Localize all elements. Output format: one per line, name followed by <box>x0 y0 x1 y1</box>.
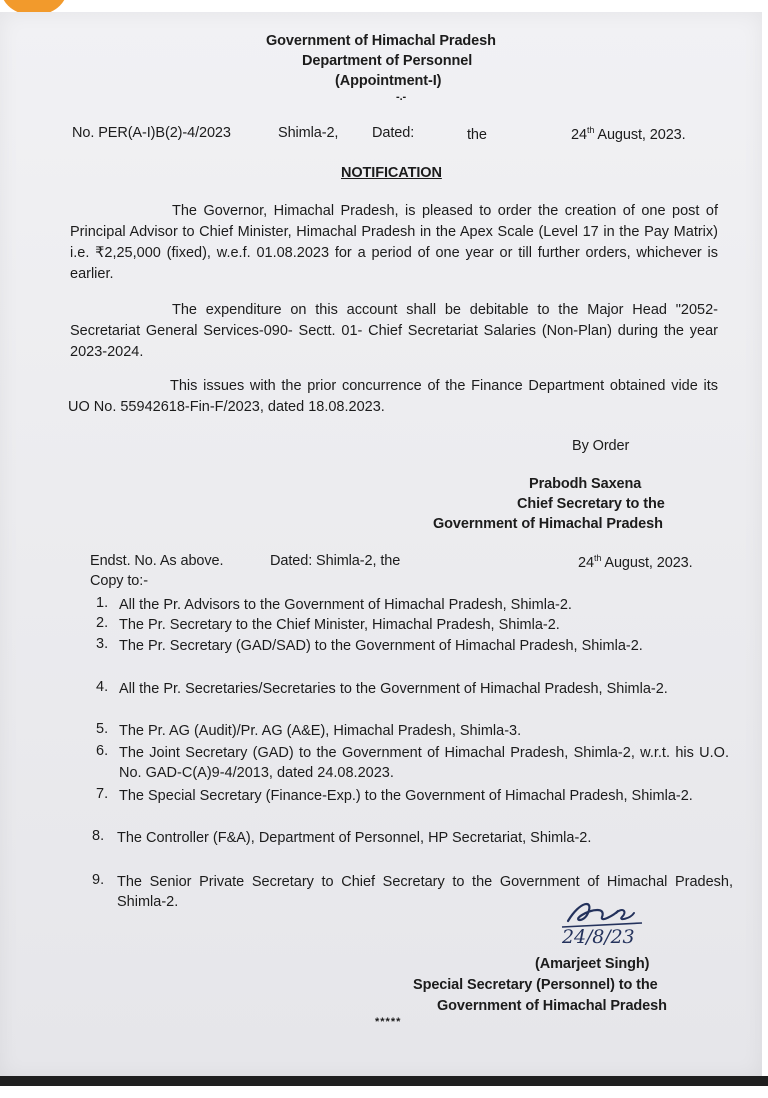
reference-date-rest: August, 2023. <box>597 126 686 143</box>
notification-title: NOTIFICATION <box>341 165 442 181</box>
endorsement-date <box>578 553 693 571</box>
copy-number-9: 9. <box>92 872 105 888</box>
copy-number-4: 4. <box>96 679 109 695</box>
reference-date-day: 24 <box>571 126 587 143</box>
order-signatory-name: Prabodh Saxena <box>529 476 642 492</box>
paragraph-3 <box>68 376 718 418</box>
copy-number-6: 6. <box>96 743 109 759</box>
endorsement-date-suffix: th <box>593 553 602 563</box>
copy-item-9: The Senior Private Secretary to Chief Secretary to the Government of Himachal Pradesh, Shimla-2. <box>117 874 733 910</box>
reference-place: Shimla-2, <box>278 125 339 141</box>
copy-number-8: 8. <box>92 828 105 844</box>
reference-date <box>571 125 686 143</box>
copy-number-7: 7. <box>96 786 109 802</box>
endorsement-dated: Dated: Shimla-2, the <box>270 553 401 569</box>
signatory-designation-1: Special Secretary (Personnel) to the <box>413 977 658 993</box>
copy-number-3: 3. <box>96 636 109 652</box>
order-designation-2: Government of Himachal Pradesh <box>433 516 663 532</box>
paragraph-1-text: The Governor, Himachal Pradesh, is pleased to order the creation of one post of Principal Advisor to Chief Minister, Himachal Pradesh in the Apex Scale (Level 17 in the Pay Matrix) i.e. ₹2,25,000 (fixed), w.e.f. 01.08.2023 for a period of one year or till further orders, whichever is earlier. <box>70 203 718 282</box>
endorsement-date-day: 24 <box>578 554 594 571</box>
paragraph-3-text: This issues with the prior concurrence of the Finance Department obtained vide its UO No. 55942618-Fin-F/2023, dated 18.08.2023. <box>68 378 718 415</box>
endorsement-number: Endst. No. As above. <box>90 553 224 569</box>
header-separator: -.- <box>396 91 407 103</box>
copy-item-7: The Special Secretary (Finance-Exp.) to the Government of Himachal Pradesh, Shimla-2. <box>119 788 693 804</box>
order-designation-1: Chief Secretary to the <box>517 496 665 512</box>
signatory-designation-2: Government of Himachal Pradesh <box>437 998 667 1014</box>
reference-dated-label: Dated: <box>372 125 415 141</box>
footer-mark: ***** <box>375 1016 402 1028</box>
copy-item-4: All the Pr. Secretaries/Secretaries to the Government of Himachal Pradesh, Shimla-2. <box>119 681 668 697</box>
header-department: Department of Personnel <box>302 53 473 69</box>
copy-item-6: The Joint Secretary (GAD) to the Government of Himachal Pradesh, Shimla-2, w.r.t. his U.O. No. GAD-C(A)9-4/2013, dated 24.08.2023. <box>119 745 729 781</box>
paragraph-2 <box>70 300 718 363</box>
paragraph-2-text: The expenditure on this account shall be debitable to the Major Head "2052- Secretariat General Services-090- Sectt. 01- Chief Secretariat Salaries (Non-Plan) during the year 2023-2024. <box>70 302 718 360</box>
endorsement-date-rest: August, 2023. <box>604 554 693 571</box>
paragraph-1 <box>70 201 718 285</box>
copy-item-8: The Controller (F&A), Department of Personnel, HP Secretariat, Shimla-2. <box>117 830 592 846</box>
bottom-bar <box>0 1076 768 1086</box>
copy-item-5: The Pr. AG (Audit)/Pr. AG (A&E), Himachal Pradesh, Shimla-3. <box>119 723 522 739</box>
copy-number-1: 1. <box>96 595 109 611</box>
signatory-name: (Amarjeet Singh) <box>535 956 650 972</box>
reference-date-suffix: th <box>586 125 595 135</box>
copy-item-3: The Pr. Secretary (GAD/SAD) to the Government of Himachal Pradesh, Shimla-2. <box>119 638 643 654</box>
by-order: By Order <box>572 438 630 454</box>
header-government: Government of Himachal Pradesh <box>266 33 496 49</box>
copy-number-5: 5. <box>96 721 109 737</box>
reference-the: the <box>467 127 487 143</box>
reference-number: No. PER(A-I)B(2)-4/2023 <box>72 125 231 141</box>
copy-to-label: Copy to:- <box>90 573 148 589</box>
header-section: (Appointment-I) <box>335 73 442 89</box>
copy-item-2: The Pr. Secretary to the Chief Minister, Himachal Pradesh, Shimla-2. <box>119 617 560 633</box>
handwritten-date: 24/8/23 <box>562 926 635 948</box>
copy-item-1: All the Pr. Advisors to the Government of Himachal Pradesh, Shimla-2. <box>119 597 572 613</box>
copy-number-2: 2. <box>96 615 109 631</box>
